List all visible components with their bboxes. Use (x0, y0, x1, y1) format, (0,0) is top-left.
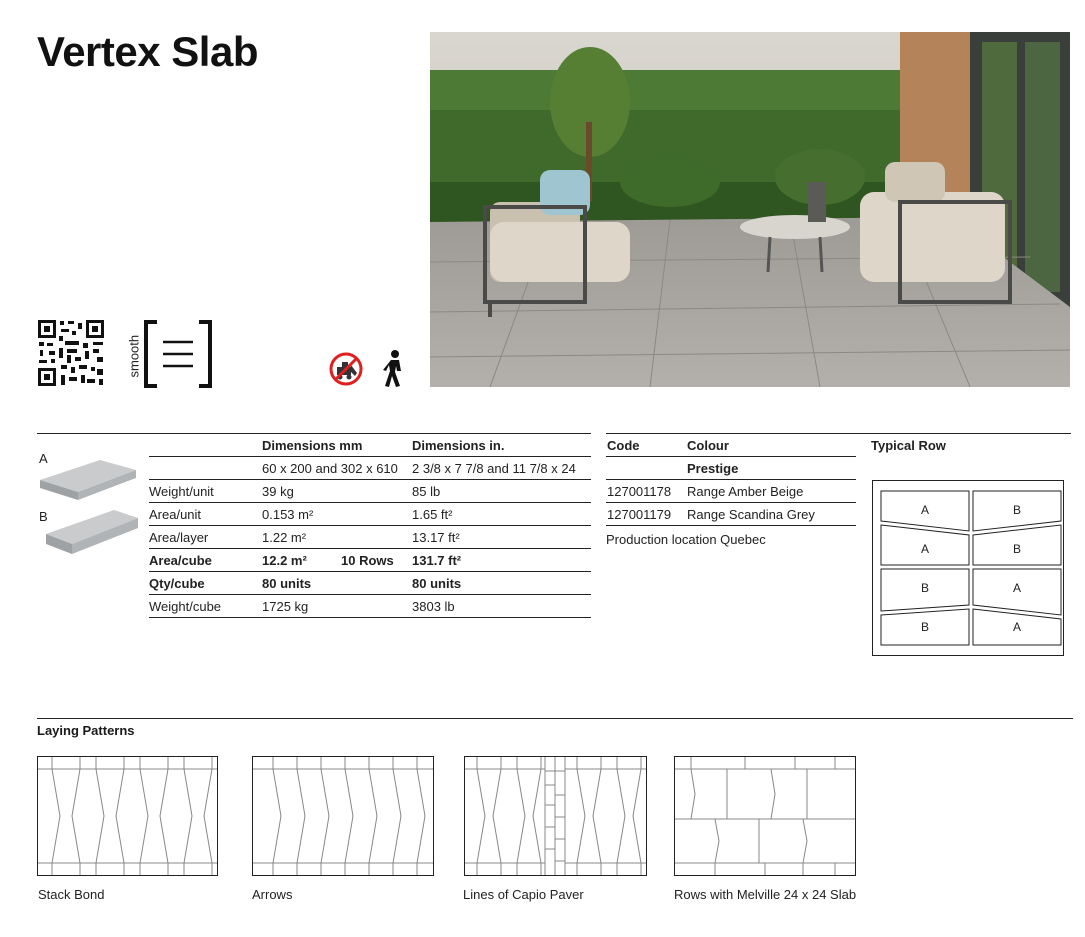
spec-label: Weight/unit (149, 484, 214, 499)
spec-row-rule (149, 525, 591, 526)
page-title: Vertex Slab (37, 28, 258, 75)
laying-patterns-title: Laying Patterns (37, 723, 135, 738)
spec-value-in: 85 lb (412, 484, 441, 499)
slab-label-a: A (39, 451, 48, 466)
series-name: Prestige (687, 461, 739, 476)
product-code: 127001179 (607, 507, 672, 522)
typical-cell-label: A (920, 503, 930, 517)
spec-row-rule (149, 548, 591, 549)
spec-row-rule (149, 571, 591, 572)
pattern-stack-bond (37, 756, 218, 876)
pattern-rows-with-melville (674, 756, 856, 876)
typical-cell-label: A (920, 542, 930, 556)
smooth-texture-icon (143, 320, 213, 388)
rule (606, 456, 856, 457)
header-colour: Colour (687, 438, 729, 453)
product-photo (430, 32, 1070, 387)
pedestrian-icon (381, 349, 409, 389)
spec-label: Area/unit (149, 507, 202, 522)
spec-value-mm: 1.22 m² (262, 530, 307, 545)
slab-label-b: B (39, 509, 48, 524)
rule (606, 479, 856, 480)
product-code: 127001178 (607, 484, 672, 499)
spec-value-in: 1.65 ft² (412, 507, 453, 522)
pattern-caption: Rows with Melville 24 x 24 Slab (674, 887, 857, 902)
spec-value-in: 80 units (412, 576, 462, 591)
pattern-caption: Stack Bond (38, 887, 105, 902)
spec-value-mm: 12.2 m² (262, 553, 307, 568)
spec-label: Area/layer (149, 530, 209, 545)
typical-cell-label: A (1012, 620, 1022, 634)
laying-top-rule (37, 718, 1073, 719)
spec-value-mm: 1725 kg (262, 599, 309, 614)
dims-in-value: 2 3/8 x 7 7/8 and 11 7/8 x 24 (412, 461, 576, 476)
spec-row-rule (149, 617, 591, 618)
codes-top-rule (606, 433, 1071, 434)
spec-value-mm: 80 units (262, 576, 312, 591)
pattern-caption: Arrows (252, 887, 293, 902)
slab-b-image (44, 508, 140, 558)
header-dimensions-in: Dimensions in. (412, 438, 505, 453)
header-code: Code (607, 438, 640, 453)
typical-cell-label: B (920, 620, 930, 634)
typical-cell-label: B (1012, 542, 1022, 556)
rule (606, 525, 856, 526)
pattern-arrows (252, 756, 434, 876)
spec-row-rule (149, 502, 591, 503)
no-snowplow-icon (328, 351, 364, 387)
spec-row-rule (149, 594, 591, 595)
specs-top-rule (37, 433, 591, 434)
spec-label: Area/cube (149, 553, 212, 568)
spec-extra: 10 Rows (341, 553, 394, 568)
typical-row-diagram (872, 480, 1064, 656)
product-colour: Range Scandina Grey (687, 507, 815, 522)
rule (149, 456, 591, 457)
header-typical-row: Typical Row (871, 438, 946, 453)
product-colour: Range Amber Beige (687, 484, 804, 499)
spec-value-mm: 0.153 m² (262, 507, 314, 522)
pattern-caption: Lines of Capio Paver (463, 887, 584, 902)
spec-value-in: 131.7 ft² (412, 553, 462, 568)
production-location: Production location Quebec (606, 532, 766, 547)
spec-value-in: 13.17 ft² (412, 530, 460, 545)
spec-label: Weight/cube (149, 599, 222, 614)
slab-a-image (38, 458, 138, 502)
spec-label: Qty/cube (149, 576, 205, 591)
spec-value-mm: 39 kg (262, 484, 294, 499)
spec-value-in: 3803 lb (412, 599, 455, 614)
texture-label: smooth (126, 334, 142, 378)
rule (606, 502, 856, 503)
typical-cell-label: B (1012, 503, 1022, 517)
header-dimensions-mm: Dimensions mm (262, 438, 363, 453)
dims-mm-value: 60 x 200 and 302 x 610 (262, 461, 398, 476)
patio-scene-image (430, 32, 1070, 387)
typical-cell-label: A (1012, 581, 1022, 595)
qr-code-icon (37, 319, 105, 387)
typical-cell-label: B (920, 581, 930, 595)
rule (149, 479, 591, 480)
pattern-lines-of-capio-paver (464, 756, 647, 876)
